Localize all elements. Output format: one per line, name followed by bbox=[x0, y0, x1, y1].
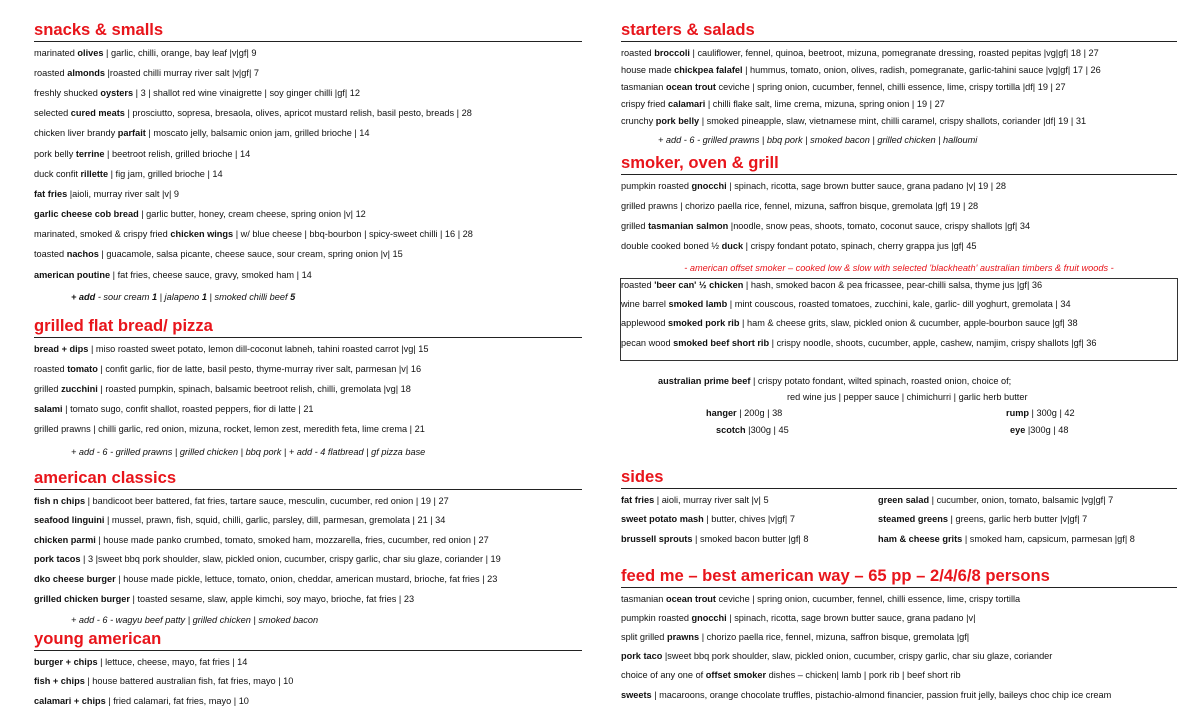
item-text: split grilled bbox=[621, 631, 667, 642]
classics-list bbox=[34, 496, 582, 614]
menu-item bbox=[34, 128, 582, 148]
item-name: offset smoker bbox=[705, 670, 767, 681]
item-text: pumpkin roasted bbox=[621, 180, 692, 191]
item-text: roasted bbox=[34, 363, 68, 374]
item-text: toasted bbox=[34, 249, 67, 260]
item-name: gnocchi bbox=[691, 180, 727, 191]
item-text: | garlic butter, honey, cream cheese, spring onion |v| 12 bbox=[138, 209, 366, 220]
menu-item bbox=[34, 384, 582, 404]
item-name: smoked beef short rib bbox=[673, 337, 770, 348]
item-text: | mussel, prawn, fish, squid, chilli, garlic, parsley, dill, parmesan, gremolata | 21 | 34 bbox=[104, 515, 446, 526]
item-text: pecan wood bbox=[621, 337, 674, 348]
item-text: | chorizo paella rice, fennel, mizuna, saffron bisque, gremolata |gf| bbox=[699, 631, 970, 642]
add-label: + add bbox=[71, 291, 96, 302]
menu-item bbox=[34, 574, 582, 594]
section-title: young american bbox=[34, 631, 582, 651]
item-text: | fat fries, cheese sauce, gravy, smoked ham | 14 bbox=[110, 269, 312, 280]
item-text: chicken liver brandy bbox=[34, 128, 118, 139]
beef-description: | crispy potato fondant, wilted spinach, roasted onion, choice of; bbox=[750, 376, 1012, 386]
item-text: | aioli, murray river salt |v| 5 bbox=[654, 494, 769, 505]
cut-rump bbox=[1006, 408, 1075, 419]
item-text: wine barrel bbox=[621, 298, 669, 309]
item-text: grilled prawns bbox=[34, 424, 91, 435]
item-name: rillette bbox=[80, 168, 109, 179]
side-item bbox=[878, 534, 1178, 554]
menu-item bbox=[34, 249, 582, 269]
item-text: marinated, smoked & crispy fried bbox=[34, 229, 171, 240]
add-ons-line: + add - 6 - grilled prawns | bbq pork | smoked bacon | grilled chicken | halloumi bbox=[658, 134, 978, 145]
item-text: dishes – chicken| lamb | pork rib | beef short rib bbox=[766, 670, 961, 681]
item-text: selected bbox=[34, 108, 71, 119]
section-feed-me bbox=[621, 568, 1177, 709]
item-text: | cucumber, onion, tomato, balsamic |vg|gf| 7 bbox=[929, 494, 1114, 505]
item-text: | 3 | shallot red wine vinaigrette | soy ginger chilli |gf| 12 bbox=[133, 87, 361, 98]
item-name: broccoli bbox=[654, 47, 690, 58]
cut-detail: | 200g | 38 bbox=[736, 408, 783, 419]
item-text: | mint couscous, roasted tomatoes, zucchini, kale, garlic- dill yoghurt, gremolata | 34 bbox=[727, 298, 1071, 309]
item-name: tasmanian salmon bbox=[648, 220, 729, 231]
item-text: | smoked pineapple, slaw, vietnamese mint, chilli caramel, crispy shallots, coriander |df| 19 | 31 bbox=[699, 116, 1087, 127]
sides-grid bbox=[621, 495, 1177, 554]
item-text: |roasted chilli murray river salt |v|gf| 7 bbox=[104, 67, 260, 78]
item-text: | smoked ham, capsicum, parmesan |gf| 8 bbox=[962, 533, 1135, 544]
menu-item bbox=[621, 82, 1177, 99]
section-beef bbox=[621, 376, 1177, 442]
item-name: seafood linguini bbox=[34, 515, 105, 526]
item-name: tomato bbox=[67, 363, 98, 374]
menu-item bbox=[621, 632, 1177, 651]
item-name: prawns bbox=[666, 631, 700, 642]
item-name: duck bbox=[721, 240, 744, 251]
item-name: ocean trout bbox=[665, 81, 716, 92]
menu-item bbox=[34, 554, 582, 574]
offset-smoker-box bbox=[620, 278, 1178, 361]
add-price: 1 bbox=[151, 291, 158, 302]
item-text: | beetroot relish, grilled brioche | 14 bbox=[104, 148, 251, 159]
add-ons-line: + add - 6 - wagyu beef patty | grilled chicken | smoked bacon bbox=[71, 615, 319, 626]
section-classics bbox=[34, 470, 582, 626]
menu-item bbox=[34, 424, 582, 444]
beef-cuts bbox=[621, 408, 1177, 442]
menu-item bbox=[34, 169, 582, 189]
menu-item bbox=[621, 613, 1177, 632]
menu-item bbox=[34, 404, 582, 424]
item-text: | house made panko crumbed, tomato, smoked ham, mozzarella, fries, cucumber, red onion | 27 bbox=[95, 534, 489, 545]
item-text: grilled bbox=[34, 383, 62, 394]
section-title: grilled flat bread/ pizza bbox=[34, 318, 582, 338]
menu-item bbox=[34, 189, 582, 209]
menu-item bbox=[34, 229, 582, 249]
cut-detail: | 300g | 42 bbox=[1028, 408, 1075, 419]
section-title: snacks & smalls bbox=[34, 22, 582, 42]
menu-item bbox=[621, 670, 1177, 689]
item-name: sweet potato mash bbox=[621, 514, 704, 525]
snacks-list bbox=[34, 48, 582, 290]
menu-item bbox=[621, 241, 1177, 261]
item-text: | 3 |sweet bbq pork shoulder, slaw, pickled onion, cucumber, crispy garlic, char siu glaze, coriander | 19 bbox=[80, 554, 501, 565]
side-item bbox=[621, 495, 878, 515]
smoker-list bbox=[621, 181, 1177, 261]
cut-name: eye bbox=[1010, 425, 1026, 436]
menu-item bbox=[34, 535, 582, 555]
item-name: ocean trout bbox=[665, 593, 716, 604]
item-name: chicken parmi bbox=[34, 534, 96, 545]
item-name: pork belly bbox=[655, 116, 700, 127]
item-name: nachos bbox=[66, 249, 99, 260]
item-text: marinated bbox=[34, 47, 78, 58]
item-text: | house battered australian fish, fat fries, mayo | 10 bbox=[84, 676, 294, 687]
feed-list bbox=[621, 594, 1177, 709]
item-text: | spinach, ricotta, sage brown butter sauce, grana padano |v| bbox=[726, 612, 976, 623]
item-text: grilled prawns bbox=[621, 200, 678, 211]
item-text: pumpkin roasted bbox=[621, 612, 692, 623]
beef-sauces: red wine jus | pepper sauce | chimichurri | garlic herb butter bbox=[787, 392, 1028, 403]
item-text: roasted bbox=[34, 67, 68, 78]
menu-item bbox=[34, 364, 582, 384]
item-text: | tomato sugo, confit shallot, roasted peppers, fior di latte | 21 bbox=[62, 404, 314, 415]
item-text: | bandicoot beer battered, fat fries, tartare sauce, mesculin, cucumber, red onion | 19 | 27 bbox=[85, 495, 449, 506]
add-ons-line: + add - 6 - grilled prawns | grilled chicken | bbq pork | + add - 4 flatbread | gf pizza base bbox=[71, 446, 426, 457]
item-text: | guacamole, salsa picante, cheese sauce, sour cream, spring onion |v| 15 bbox=[98, 249, 403, 260]
menu-item bbox=[621, 65, 1177, 82]
menu-item bbox=[621, 221, 1177, 241]
item-name: fish + chips bbox=[34, 676, 85, 687]
item-text: | ham & cheese grits, slaw, pickled onion & cucumber, apple-bourbon sauce |gf| 38 bbox=[739, 318, 1078, 329]
item-name: olives bbox=[77, 47, 104, 58]
item-text: | macaroons, orange chocolate truffles, pistachio-almond financier, passion fruit jelly, baileys choc chip ice cream bbox=[651, 689, 1112, 700]
item-name: steamed greens bbox=[878, 514, 948, 525]
item-text: applewood bbox=[621, 318, 668, 329]
cut-name: hanger bbox=[706, 408, 737, 419]
item-text: | butter, chives |v|gf| 7 bbox=[703, 514, 795, 525]
item-text: | smoked bacon butter |gf| 8 bbox=[692, 533, 809, 544]
section-title: smoker, oven & grill bbox=[621, 155, 1177, 175]
section-young-american bbox=[34, 631, 582, 715]
item-name: grilled chicken burger bbox=[34, 593, 130, 604]
item-text: tasmanian bbox=[621, 593, 666, 604]
item-name: almonds bbox=[67, 67, 105, 78]
menu-item bbox=[34, 68, 582, 88]
item-name: burger + chips bbox=[34, 656, 98, 667]
menu-item bbox=[621, 594, 1177, 613]
item-text: |noodle, snow peas, shoots, tomato, coconut sauce, crispy shallots |gf| 34 bbox=[728, 220, 1031, 231]
section-pizza bbox=[34, 318, 582, 458]
section-title: feed me – best american way – 65 pp – 2/4/6/8 persons bbox=[621, 568, 1177, 588]
item-text: | house made pickle, lettuce, tomato, onion, cheddar, american mustard, brioche, fat fries | 23 bbox=[115, 573, 498, 584]
cut-name: scotch bbox=[716, 425, 746, 436]
item-text: house made bbox=[621, 64, 675, 75]
item-text: choice of any one of bbox=[621, 670, 706, 681]
item-text: | chorizo paella rice, fennel, mizuna, saffron bisque, gremolata |gf| 19 | 28 bbox=[677, 200, 979, 211]
menu-item bbox=[34, 657, 582, 677]
item-text: crispy fried bbox=[621, 99, 668, 110]
young-list bbox=[34, 657, 582, 716]
item-text: freshly shucked bbox=[34, 87, 101, 98]
item-text: crunchy bbox=[621, 116, 656, 127]
cut-detail: |300g | 45 bbox=[745, 425, 789, 436]
section-smoker bbox=[621, 155, 1177, 361]
side-item bbox=[621, 534, 878, 554]
add-price: 5 bbox=[290, 291, 296, 302]
item-text: |sweet bbq pork shoulder, slaw, pickled onion, cucumber, crispy garlic, char siu glaze, coriander bbox=[662, 651, 1053, 662]
item-text: | hummus, tomato, onion, olives, radish, pomegranate, garlic-tahini sauce |vg|gf| 17 | 26 bbox=[742, 64, 1101, 75]
item-name: fat fries bbox=[621, 494, 655, 505]
menu-item bbox=[34, 149, 582, 169]
menu-item bbox=[621, 651, 1177, 670]
item-text: duck confit bbox=[34, 168, 81, 179]
menu-item bbox=[621, 690, 1177, 709]
section-title: sides bbox=[621, 469, 1177, 489]
section-sides bbox=[621, 469, 1177, 553]
section-starters bbox=[621, 22, 1177, 146]
section-title: american classics bbox=[34, 470, 582, 490]
item-text: | crispy fondant potato, spinach, cherry grappa jus |gf| 45 bbox=[743, 240, 977, 251]
item-name: zucchini bbox=[61, 383, 98, 394]
item-text: ceviche | spring onion, cucumber, fennel, chilli essence, lime, crispy tortilla bbox=[715, 593, 1021, 604]
side-item bbox=[878, 495, 1178, 515]
section-title: starters & salads bbox=[621, 22, 1177, 42]
menu-item bbox=[621, 201, 1177, 221]
item-text: | chilli garlic, red onion, mizuna, rocket, lemon zest, meredith feta, lime crema | 21 bbox=[90, 424, 425, 435]
item-text: tasmanian bbox=[621, 81, 666, 92]
item-name: american poutine bbox=[34, 269, 111, 280]
item-name: fish n chips bbox=[34, 495, 86, 506]
add-text: | smoked chilli beef bbox=[206, 291, 291, 302]
menu-item bbox=[34, 496, 582, 516]
item-text: roasted bbox=[621, 47, 655, 58]
item-name: smoked pork rib bbox=[668, 318, 740, 329]
beef-heading bbox=[621, 376, 1177, 387]
item-name: brussell sprouts bbox=[621, 533, 693, 544]
smoker-note: - american offset smoker – cooked low & slow with selected 'blackheath' australian timbers & fruit woods - bbox=[684, 262, 1114, 273]
cut-eye bbox=[1010, 425, 1068, 436]
item-name: pork tacos bbox=[34, 554, 81, 565]
item-text: | prosciutto, sopresa, bresaola, olives, apricot mustard relish, basil pesto, breads | 28 bbox=[124, 108, 472, 119]
item-name: cured meats bbox=[70, 108, 125, 119]
add-price: 1 bbox=[201, 291, 207, 302]
menu-item bbox=[621, 116, 1177, 133]
item-name: green salad bbox=[878, 494, 930, 505]
menu-item bbox=[34, 676, 582, 696]
item-name: chickpea falafel bbox=[674, 64, 743, 75]
item-text: pork belly bbox=[34, 148, 76, 159]
item-name: dko cheese burger bbox=[34, 573, 116, 584]
beef-title: australian prime beef bbox=[658, 376, 751, 386]
item-text: double cooked boned ½ bbox=[621, 240, 722, 251]
item-text: | confit garlic, fior de latte, basil pesto, thyme-murray river salt, parmesan |v| 16 bbox=[97, 363, 422, 374]
item-name: calamari + chips bbox=[34, 695, 106, 706]
item-text: | greens, garlic herb butter |v|gf| 7 bbox=[947, 514, 1088, 525]
cut-name: rump bbox=[1006, 408, 1029, 419]
item-text: | roasted pumpkin, spinach, balsamic beetroot relish, chilli, gremolata |vg| 18 bbox=[97, 383, 411, 394]
item-name: fat fries bbox=[34, 188, 68, 199]
item-text: grilled bbox=[621, 220, 649, 231]
menu-item bbox=[34, 344, 582, 364]
item-name: sweets bbox=[621, 689, 652, 700]
item-text: |aioli, murray river salt |v| 9 bbox=[67, 188, 180, 199]
menu-item bbox=[621, 338, 1177, 357]
item-text: | hash, smoked bacon & pea fricassee, pear-chilli salsa, thyme jus |gf| 36 bbox=[743, 279, 1043, 290]
menu-item bbox=[621, 48, 1177, 65]
item-name: salami bbox=[34, 404, 63, 415]
item-name: ham & cheese grits bbox=[878, 533, 963, 544]
cut-detail: |300g | 48 bbox=[1025, 425, 1069, 436]
item-text: | spinach, ricotta, sage brown butter sauce, grana padano |v| 19 | 28 bbox=[726, 180, 1006, 191]
menu-item bbox=[34, 696, 582, 716]
cut-scotch bbox=[716, 425, 789, 436]
menu-item bbox=[34, 88, 582, 108]
add-text: - sour cream bbox=[95, 291, 152, 302]
section-snacks bbox=[34, 22, 582, 303]
item-text: ceviche | spring onion, cucumber, fennel, chilli essence, lime, crispy tortilla |df| 19 | 27 bbox=[715, 81, 1066, 92]
item-text: | lettuce, cheese, mayo, fat fries | 14 bbox=[97, 656, 248, 667]
menu-item bbox=[34, 515, 582, 535]
menu-item bbox=[621, 99, 1177, 116]
item-text: roasted bbox=[621, 279, 655, 290]
menu-item bbox=[621, 280, 1177, 299]
item-name: garlic cheese cob bread bbox=[34, 209, 139, 220]
cut-hanger bbox=[706, 408, 782, 419]
item-name: pork taco bbox=[621, 651, 663, 662]
item-text: | crispy noodle, shoots, cucumber, apple, cashew, namjim, crispy shallots |gf| 36 bbox=[769, 337, 1097, 348]
item-text: | miso roasted sweet potato, lemon dill-coconut labneh, tahini roasted carrot |vg| 15 bbox=[88, 343, 429, 354]
item-text: | cauliflower, fennel, quinoa, beetroot, mizuna, pomegranate dressing, roasted pepitas |vg|gf| 18 | 27 bbox=[689, 47, 1099, 58]
item-name: gnocchi bbox=[691, 612, 727, 623]
starters-list bbox=[621, 48, 1177, 134]
item-name: oysters bbox=[100, 87, 134, 98]
item-name: smoked lamb bbox=[668, 298, 728, 309]
item-name: calamari bbox=[667, 99, 706, 110]
add-text: | jalapeno bbox=[157, 291, 202, 302]
item-name: parfait bbox=[117, 128, 146, 139]
menu-item bbox=[34, 209, 582, 229]
menu-item bbox=[621, 299, 1177, 318]
item-name: bread + dips bbox=[34, 343, 89, 354]
item-text: | toasted sesame, slaw, apple kimchi, soy mayo, brioche, fat fries | 23 bbox=[129, 593, 415, 604]
item-text: | fig jam, grilled brioche | 14 bbox=[108, 168, 223, 179]
add-ons-line bbox=[34, 292, 582, 303]
menu-item bbox=[34, 108, 582, 128]
side-item bbox=[621, 514, 878, 534]
item-name: terrine bbox=[75, 148, 105, 159]
boxed-list bbox=[621, 280, 1177, 357]
menu-item bbox=[621, 318, 1177, 337]
side-item bbox=[878, 514, 1178, 534]
item-text: | fried calamari, fat fries, mayo | 10 bbox=[105, 695, 249, 706]
item-text: | moscato jelly, balsamic onion jam, grilled brioche | 14 bbox=[145, 128, 370, 139]
item-name: chicken wings bbox=[170, 229, 234, 240]
item-name: 'beer can' ½ chicken bbox=[654, 279, 744, 290]
item-text: | garlic, chilli, orange, bay leaf |v|gf| 9 bbox=[103, 47, 257, 58]
menu-item bbox=[34, 48, 582, 68]
menu-item bbox=[34, 270, 582, 290]
menu-item bbox=[621, 181, 1177, 201]
item-text: | chilli flake salt, lime crema, mizuna, spring onion | 19 | 27 bbox=[705, 99, 945, 110]
menu-item bbox=[34, 594, 582, 614]
pizza-list bbox=[34, 344, 582, 445]
item-text: | w/ blue cheese | bbq-bourbon | spicy-sweet chilli | 16 | 28 bbox=[233, 229, 473, 240]
